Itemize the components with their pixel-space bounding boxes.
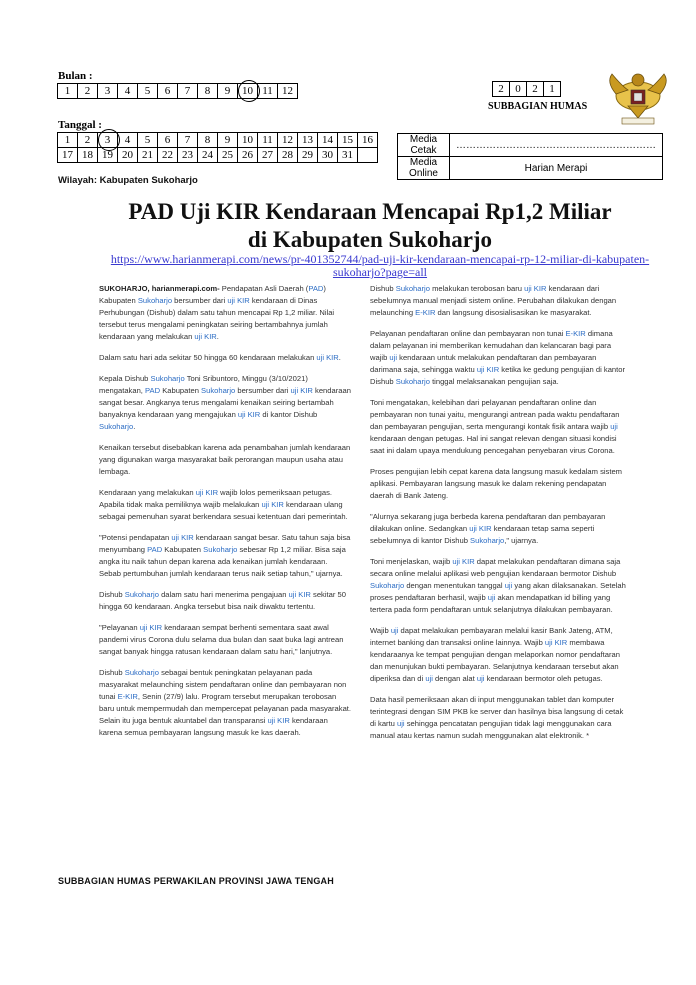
grid-cell: 9 [218,133,238,148]
grid-cell: 9 [218,84,238,99]
media-online-value: Harian Merapi [450,157,663,180]
grid-cell: 18 [78,148,98,163]
wilayah-label: Wilayah: Kabupaten Sukoharjo [58,175,198,186]
tanggal-label: Tanggal : [58,119,102,131]
grid-cell: 31 [338,148,358,163]
footer-label: SUBBAGIAN HUMAS PERWAKILAN PROVINSI JAWA TENGAH [58,876,334,886]
article-paragraph: "Potensi pendapatan uji KIR kendaraan sangat besar. Satu tahun saja bisa menyumbang PAD Kabupaten Sukoharjo sebesar Rp 1,2 miliar. Bisa saja angka itu naik tahun depan karena ada kenaikan jumlah kendaraan. Sebab pertumbuhan jumlah kendaraan terus naik setiap tahun," ujarnya. [99,533,351,578]
article-paragraph: Dishub Sukoharjo dalam satu hari menerima pengajuan uji KIR sekitar 50 hingga 60 kendaraan. Angka tersebut bisa naik diwaktu tertentu. [99,590,346,611]
garuda-emblem-icon [604,66,672,128]
grid-cell: 20 [118,148,138,163]
grid-cell: 21 [138,148,158,163]
grid-cell: 1 [544,82,561,97]
grid-cell [358,148,378,163]
article-paragraph: Dishub Sukoharjo sebagai bentuk peningkatan pelayanan pada masyarakat melaunching sistem pendaftaran online dan pembayaran non tunai E-KIR, Senin (27/9) lalu. Program tersebut merupakan terobosan baru untuk mempermudah dan mempercepat pelayanan pada masyarakat. Selain itu juga bentuk akuntabel dan transparansi uji KIR kendaraan karena semua pembayaran langsung masuk ke kas daerah. [99,668,352,737]
grid-cell: 23 [178,148,198,163]
grid-cell: 25 [218,148,238,163]
grid-cell: 19 [98,148,118,163]
title-line-2: di Kabupaten Sukoharjo [247,227,493,252]
bulan-label: Bulan : [58,70,93,82]
dept-label: SUBBAGIAN HUMAS [488,101,588,112]
grid-cell: 7 [178,84,198,99]
grid-cell: 2 [78,84,98,99]
grid-cell: 30 [318,148,338,163]
media-online-label: Media Online [398,157,450,180]
media-cetak-label: Media Cetak [398,134,450,157]
media-cetak-value: …………………………………………………… [450,134,663,157]
grid-cell: 10 [238,84,258,99]
grid-cell: 17 [58,148,78,163]
grid-cell: 2 [78,133,98,148]
article-title [60,198,680,254]
article-paragraph: Toni menjelaskan, wajib uji KIR dapat melakukan pendaftaran dimana saja secara online melalui aplikasi web pengujian kendaraan bermotor Dishub Sukoharjo dengan menentukan tanggal uji yang akan dilaksanakan. Setelah proses pendaftaran berhasil, wajib uji akan mendapatkan id billing yang tertera pada form pendaftaran untuk selanjutnya dilakukan pembayaran. [370,557,626,614]
grid-cell: 4 [118,133,138,148]
grid-cell: 8 [198,84,218,99]
grid-cell: 4 [118,84,138,99]
grid-cell: 8 [198,133,218,148]
article-paragraph: Proses pengujian lebih cepat karena data langsung masuk kedalam sistem aplikasi. Pembayaran langsung masuk ke dalam rekening pendapatan daerah di Bank Jateng. [370,467,623,500]
article-paragraph: SUKOHARJO, harianmerapi.com- Pendapatan Asli Daerah (PAD) Kabupaten Sukoharjo bersumber dari uji KIR kendaraan di Dinas Perhubungan (Dishub) dalam satu tahun mencapai Rp 1,2 miliar. Nilai tersebut terus mengalami peningkatan seiring bertambahnya jumlah kendaraan yang melakukan uji KIR. [99,284,335,341]
grid-cell: 12 [278,84,298,99]
grid-cell: 26 [238,148,258,163]
article-url[interactable] [80,253,680,279]
grid-cell: 14 [318,133,338,148]
article-paragraph: Wajib uji dapat melakukan pembayaran melalui kasir Bank Jateng, ATM, internet banking dan transaksi online lainnya. Wajib uji KIR membawa kendaraanya ke tempat pengujian dengan melaporkan nomor pendaftaran dan menunjukan bukti pembayaran. Selanjutnya kendaraan tersebut akan diperiksa dan di uji dengan alat uji kendaraan bermotor oleh petugas. [370,626,620,683]
grid-cell: 11 [258,84,278,99]
grid-cell: 0 [510,82,527,97]
article-paragraph: Pelayanan pendaftaran online dan pembayaran non tunai E-KIR dimana dalam pelayanan ini memberikan kemudahan dan kelancaran bagi para wajib uji kendaraan untuk melakukan pendaftaran dan pembayaran darimana saja, sehingga waktu uji KIR ketika ke gedung pengujian di kantor Dishub Sukoharjo tinggal melaksanakan pengujian saja. [370,329,625,386]
bulan-grid [57,83,298,99]
grid-cell: 5 [138,84,158,99]
grid-cell: 16 [358,133,378,148]
article-right-column [370,283,626,751]
media-table [397,133,663,180]
grid-cell: 3 [98,84,118,99]
year-grid [492,81,561,97]
article-paragraph: "Pelayanan uji KIR kendaraan sempat berhenti sementara saat awal pandemi virus Corona dulu selama dua bulan dan saat buka lagi antrean sangat banyak hingga ratusan kendaraan dalam satu hari," lanjutnya. [99,623,344,656]
grid-cell: 1 [58,84,78,99]
grid-cell: 27 [258,148,278,163]
article-paragraph: Kenaikan tersebut disebabkan karena ada penambahan jumlah kendaraan yang digunakan warga masyarakat baik perorangan maupun usaha atau lembaga. [99,443,351,476]
grid-cell: 6 [158,84,178,99]
grid-cell: 2 [493,82,510,97]
grid-cell: 3 [98,133,118,148]
grid-cell: 1 [58,133,78,148]
grid-cell: 13 [298,133,318,148]
url-line-2[interactable]: sukoharjo?page=all [332,265,428,279]
article-paragraph: Dishub Sukoharjo melakukan terobosan baru uji KIR kendaraan dari sebelumnya manual menjadi sistem online. Perubahan dilakukan dengan melaunching E-KIR dan langsung disosialisasikan ke masyarakat. [370,284,617,317]
grid-cell: 5 [138,133,158,148]
article-paragraph: "Alurnya sekarang juga berbeda karena pendaftaran dan pembayaran dilakukan online. Sedangkan uji KIR kendaraan tetap sama seperti sebelumnya di kantor Dishub Sukoharjo," ujarnya. [370,512,606,545]
grid-cell: 7 [178,133,198,148]
article-paragraph: Data hasil pemeriksaan akan di input menggunakan tablet dan komputer terintegrasi dengan SIM PKB ke server dan hasilnya bisa langsung di cetak di kartu uji sehingga pencatatan pengujian tidak lagi menggunakan cara manual atau kertas namun sudah menggunakan alat elektronik. * [370,695,624,740]
article-paragraph: Toni mengatakan, kelebihan dari pelayanan pendaftaran online dan pembayaran non tunai yaitu, mengurangi antrean pada waktu pendaftaran dan pembayaran pengujian, serta mengurangi kontak fisik antara wajib uji kendaraan dengan petugas. Hal ini sangat relevan dengan situasi kondisi saat ini dalam upaya mendukung pencegahan penyebaran virus Corona. [370,398,620,455]
article-left-column [99,283,351,748]
title-line-1: PAD Uji KIR Kendaraan Mencapai Rp1,2 Miliar [128,199,612,224]
grid-cell: 15 [338,133,358,148]
grid-cell: 22 [158,148,178,163]
grid-cell: 24 [198,148,218,163]
article-paragraph: Dalam satu hari ada sekitar 50 hingga 60 kendaraan melakukan uji KIR. [99,353,341,362]
grid-cell: 12 [278,133,298,148]
grid-cell: 11 [258,133,278,148]
grid-cell: 28 [278,148,298,163]
article-paragraph: Kendaraan yang melakukan uji KIR wajib lolos pemeriksaan petugas. Apabila tidak maka pemiliknya wajib melakukan uji KIR kendaraan ulang sebagai pemenuhan syarat berkendara sesuai ketentuan dari pemerintah. [99,488,348,521]
grid-cell: 6 [158,133,178,148]
grid-cell: 10 [238,133,258,148]
grid-cell: 29 [298,148,318,163]
url-line-1[interactable]: https://www.harianmerapi.com/news/pr-401352744/pad-uji-kir-kendaraan-mencapai-rp-12-miliar-di-kabupaten- [110,252,650,266]
tanggal-grid [57,132,378,163]
article-paragraph: Kepala Dishub Sukoharjo Toni Sribuntoro, Minggu (3/10/2021) mengatakan, PAD Kabupaten Sukoharjo bersumber dari uji KIR kendaraan sangat besar. Angkanya terus mengalami kenaikan seiring bertambah banyaknya kendaraan yang mengajukan uji KIR di kantor Dishub Sukoharjo. [99,374,351,431]
grid-cell: 2 [527,82,544,97]
